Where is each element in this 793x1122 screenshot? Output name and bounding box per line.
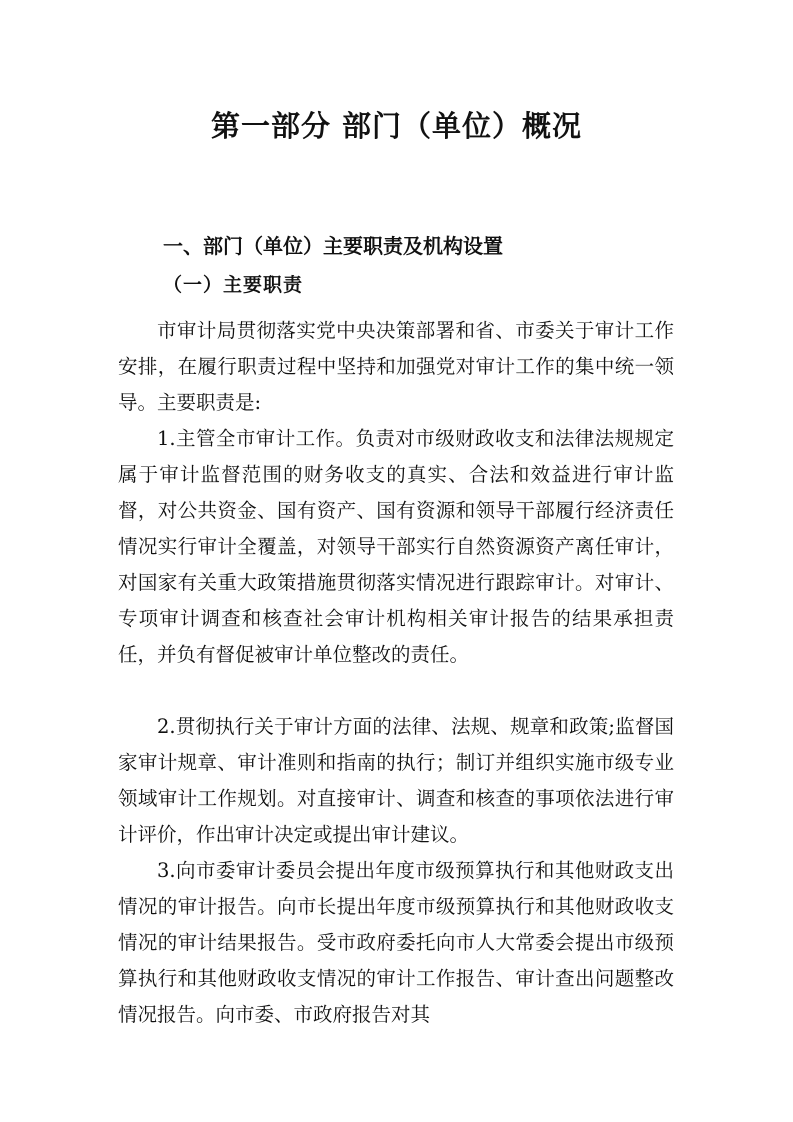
paragraph-intro <box>118 313 674 421</box>
paragraph-item-3 <box>118 853 674 1033</box>
paragraph-text: 2.贯彻执行关于审计方面的法律、法规、规章和政策;监督国家审计规章、审计准则和指南的执行；制订并组织实施市级专业领域审计工作规划。对直接审计、调查和核查的事项依法进行审计评价，作出审计决定或提出审计建议。 <box>118 715 674 846</box>
page-title: 第一部分 部门（单位）概况 <box>210 109 583 143</box>
paragraph-text: 3.向市委审计委员会提出年度市级预算执行和其他财政支出情况的审计报告。向市长提出年度市级预算执行和其他财政收支情况的审计结果报告。受市政府委托向市人大常委会提出市级预算执行和其他财政收支情况的审计工作报告、审计查出问题整改情况报告。向市委、市政府报告对其 <box>118 859 674 1026</box>
paragraph-text: 1.主管全市审计工作。负责对市级财政收支和法律法规规定属于审计监督范围的财务收支的真实、合法和效益进行审计监督，对公共资金、国有资产、国有资源和领导干部履行经济责任情况实行审计全覆盖，对领导干部实行自然资源资产离任审计，对国家有关重大政策措施贯彻落实情况进行跟踪审计。对审计、专项审计调查和核查社会审计机构相关审计报告的结果承担责任，并负有督促被审计单位整改的责任。 <box>118 427 674 666</box>
paragraph-text: 市审计局贯彻落实党中央决策部署和省、市委关于审计工作安排，在履行职责过程中坚持和加强党对审计工作的集中统一领导。主要职责是: <box>118 319 674 414</box>
section-heading: 一、部门（单位）主要职责及机构设置 <box>163 234 503 258</box>
paragraph-item-1 <box>118 421 674 673</box>
subsection-heading: （一）主要职责 <box>163 274 304 296</box>
paragraph-item-2 <box>118 709 674 853</box>
